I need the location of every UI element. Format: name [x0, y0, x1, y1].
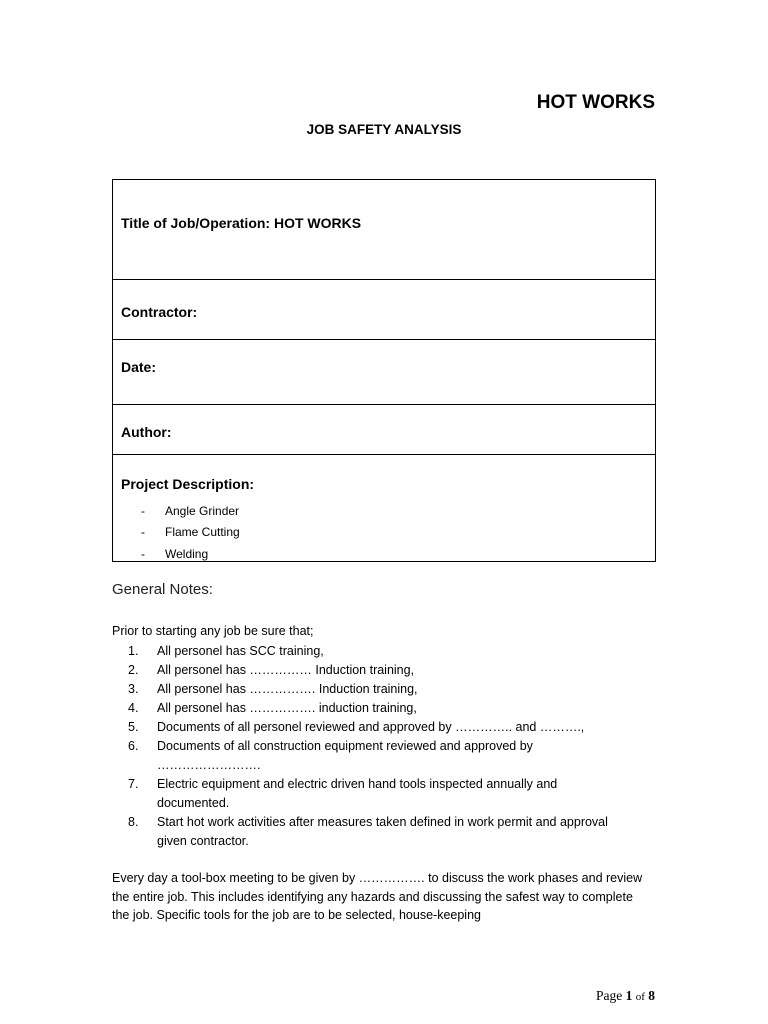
list-item [141, 500, 240, 522]
contractor-row [113, 280, 655, 340]
list-item [128, 813, 628, 851]
general-notes-intro: Prior to starting any job be sure that; [112, 624, 314, 638]
item-number: 6. [128, 739, 139, 753]
item-text: All personel has ……………. induction training, [157, 701, 417, 715]
contractor-label: Contractor: [121, 304, 198, 320]
project-item: Flame Cutting [165, 525, 240, 540]
list-item [128, 699, 628, 718]
list-item [128, 680, 628, 699]
item-text: All personel has ……………. Induction training, [157, 682, 418, 696]
list-item [128, 737, 628, 775]
bullet-dash: - [141, 503, 145, 518]
list-item [128, 718, 628, 737]
project-item: Angle Grinder [165, 503, 240, 518]
job-title-label: Title of Job/Operation: HOT WORKS [121, 215, 362, 231]
list-item [141, 522, 240, 544]
current-page-number: 1 [625, 988, 633, 1003]
project-description-label: Project Description: [121, 476, 255, 492]
job-title-row [113, 180, 655, 280]
item-text: All personel has SCC training, [157, 644, 324, 658]
item-number: 3. [128, 682, 139, 696]
list-item [128, 775, 628, 813]
project-description-row [113, 455, 655, 561]
of-word: of [635, 991, 645, 1003]
item-number: 2. [128, 663, 139, 677]
date-row [113, 340, 655, 405]
toolbox-meeting-paragraph: Every day a tool-box meeting to be given by ……………. to discuss the work phases and review the entire job. This includes identifying any hazards and discussing the safest way to complete the job. Specific tools for the job are to be selected, house-keeping [112, 871, 643, 922]
total-pages-number: 8 [648, 988, 655, 1003]
author-label: Author: [121, 424, 172, 440]
bullet-dash: - [141, 525, 145, 540]
item-number: 4. [128, 701, 139, 715]
author-row [113, 405, 655, 455]
page-word: Page [595, 988, 623, 1003]
item-number: 5. [128, 720, 139, 734]
list-item [128, 642, 628, 661]
bullet-dash: - [141, 546, 145, 561]
general-notes-heading: General Notes: [112, 581, 213, 598]
document-title: HOT WORKS [536, 92, 655, 113]
item-number: 7. [128, 777, 139, 791]
item-text: Start hot work activities after measures taken defined in work permit and approval given contractor. [157, 815, 608, 848]
item-number: 1. [128, 644, 139, 658]
project-items-list [141, 500, 240, 565]
item-text: Documents of all construction equipment reviewed and approved by ……………………. [157, 739, 533, 772]
item-text: Electric equipment and electric driven hand tools inspected annually and documented. [157, 777, 558, 810]
date-label: Date: [121, 359, 157, 375]
list-item [128, 661, 628, 680]
item-number: 8. [128, 815, 139, 829]
project-item: Welding [165, 546, 209, 561]
job-info-table [112, 179, 656, 562]
document-subtitle: JOB SAFETY ANALYSIS [306, 122, 462, 137]
item-text: Documents of all personel reviewed and approved by ………….. and ………., [157, 720, 585, 734]
item-text: All personel has …………… Induction training, [157, 663, 415, 677]
list-item [141, 543, 240, 565]
general-notes-list [128, 642, 628, 851]
page-footer [596, 988, 655, 1004]
